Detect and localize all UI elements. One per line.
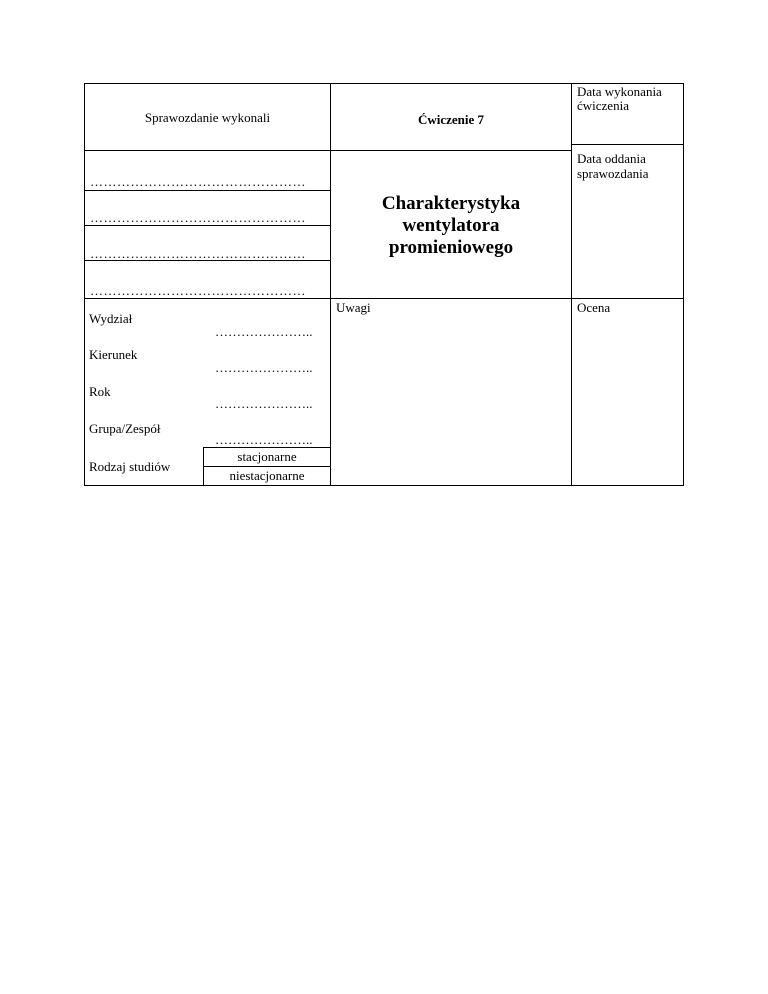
grade-cell [571,298,684,486]
name-line-3[interactable]: ………………………………………… [90,246,306,261]
group-value[interactable]: ………………….. [215,432,313,447]
name-line-1[interactable]: ………………………………………… [90,174,306,189]
date-submitted-label: Data oddania sprawozdania [577,151,649,181]
group-label: Grupa/Zespół [89,421,161,436]
grade-label: Ocena [577,300,611,315]
major-label: Kierunek [89,347,138,362]
study-type-option-stationary[interactable]: stacjonarne [237,449,297,464]
date-done-label: Data wykonania ćwiczenia [577,84,662,113]
remarks-label: Uwagi [336,300,371,315]
study-type-label: Rodzaj studiów [89,459,171,474]
exercise-title-line-2: wentylatora [402,215,500,236]
year-label: Rok [89,384,111,399]
name-line-4[interactable]: ………………………………………… [90,283,306,298]
year-value[interactable]: ………………….. [215,396,313,411]
remarks-cell [330,298,572,486]
exercise-number: Ćwiczenie 7 [417,112,485,127]
major-value[interactable]: ………………….. [215,360,313,375]
name-line-2[interactable]: ………………………………………… [90,210,306,225]
faculty-value[interactable]: ………………….. [215,324,313,339]
reporters-label: Sprawozdanie wykonali [144,110,271,125]
faculty-label: Wydział [89,311,133,326]
exercise-title-line-3: promieniowego [388,237,514,258]
exercise-title-line-1: Charakterystyka [381,193,521,214]
study-type-option-nonstationary[interactable]: niestacjonarne [229,468,305,483]
